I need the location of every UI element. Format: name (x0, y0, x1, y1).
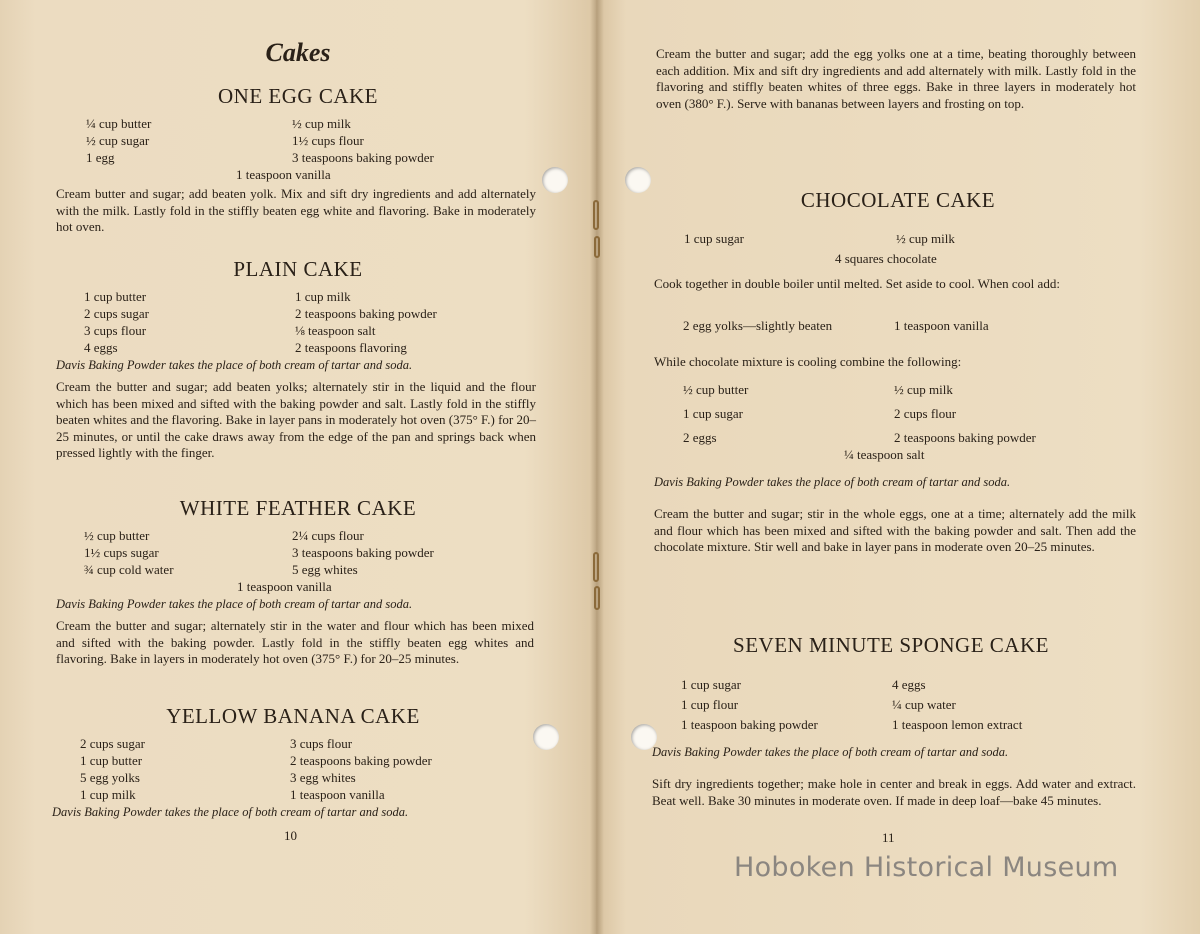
ingredients-col2 (292, 527, 434, 578)
ingredient: 4 eggs (84, 340, 118, 355)
ingredients-col2 (892, 675, 1022, 735)
ingredient: 4 eggs (892, 677, 926, 692)
ingredients-col1 (681, 675, 818, 735)
ingredient: 3 cups flour (84, 323, 147, 338)
ingredient: 2 eggs (683, 430, 717, 445)
ingredient: 3 cups flour (290, 736, 353, 751)
ingredient: 1 cup butter (84, 289, 147, 304)
punch-hole (631, 724, 657, 750)
recipe-method: Cream the butter and sugar; stir in the whole eggs, one at a time; alternately add the milk and flour which has been mixed and sifted with the baking powder and salt. Then add the chocolate mixture. Stir well and bake in layer pans in moderate oven 20–25 minutes. (654, 506, 1136, 555)
ingredient: 1 teaspoon lemon extract (892, 717, 1023, 732)
banana-cake-method-continued: Cream the butter and sugar; add the egg yolks one at a time, beating thoroughly between each addition. Mix and sift dry ingredients and add alternately with milk. Lastly fold in the flavoring and stiffly beaten whites of three eggs. Bake in three layers in moderately hot oven (380° F.). Serve with bananas between layers and frosting on top. (656, 46, 1136, 111)
binding-stitch (594, 236, 600, 258)
ingredients-col2 (290, 735, 432, 803)
ingredient: 1 cup milk (80, 787, 136, 802)
binding-stitch (593, 552, 599, 582)
ingredient: 2 teaspoons flavoring (295, 340, 407, 355)
ingredient-center: 1 teaspoon vanilla (237, 579, 332, 594)
ingredient: ¾ cup cold water (84, 562, 174, 577)
ingredient: ½ cup sugar (86, 133, 150, 148)
ingredient: 1 cup sugar (684, 231, 744, 246)
page-number: 11 (882, 830, 895, 845)
ingredient: 1 cup sugar (681, 677, 741, 692)
ingredient: ½ cup butter (683, 382, 749, 397)
recipe-method: Sift dry ingredients together; make hole in center and break in eggs. Add water and extract. Beat well. Bake 30 minutes in moderate oven. If made in deep loaf—bake 45 minutes. (652, 776, 1136, 808)
ingredient: 1 teaspoon vanilla (290, 787, 385, 802)
punch-hole (625, 167, 651, 193)
museum-watermark: Hoboken Historical Museum (734, 852, 1119, 883)
ingredient: ¼ cup water (892, 697, 956, 712)
ingredient: 1 cup flour (681, 697, 739, 712)
baking-powder-note: Davis Baking Powder takes the place of both cream of tartar and soda. (56, 597, 413, 611)
baking-powder-note: Davis Baking Powder takes the place of both cream of tartar and soda. (652, 745, 1009, 759)
ingredients-col1 (86, 115, 151, 166)
recipe-title-chocolate-cake: CHOCOLATE CAKE (800, 188, 996, 212)
recipe-title-yellow-banana-cake: YELLOW BANANA CAKE (166, 704, 420, 728)
recipe-text: Cook together in double boiler until melted. Set aside to cool. When cool add: (654, 276, 1060, 291)
ingredients-col2 (295, 288, 437, 356)
ingredient: 2 teaspoons baking powder (290, 753, 432, 768)
punch-hole (542, 167, 568, 193)
ingredients-col1 (84, 288, 149, 356)
ingredient: 1 teaspoon baking powder (681, 717, 818, 732)
ingredient: 2 egg yolks—slightly beaten (683, 318, 833, 333)
punch-hole (533, 724, 559, 750)
recipe-method: Cream butter and sugar; add beaten yolk. Mix and sift dry ingredients and add alternately with the milk. Lastly fold in the stiffly beaten egg white and flavoring. Bake in moderately hot oven. (56, 186, 536, 235)
ingredients-col1 (80, 735, 145, 803)
ingredient: ½ cup butter (84, 528, 150, 543)
ingredient: 5 egg whites (292, 562, 358, 577)
baking-powder-note: Davis Baking Powder takes the place of both cream of tartar and soda. (52, 805, 409, 819)
ingredient: 2 teaspoons baking powder (295, 306, 437, 321)
ingredient: ¼ cup butter (86, 116, 152, 131)
ingredient-center: ¼ teaspoon salt (844, 447, 925, 462)
ingredient: 1½ cups sugar (84, 545, 159, 560)
ingredient: 2 cups sugar (80, 736, 145, 751)
recipe-title-one-egg-cake: ONE EGG CAKE (218, 84, 378, 108)
recipe-title-plain-cake: PLAIN CAKE (233, 257, 363, 281)
recipe-method: Cream the butter and sugar; add beaten yolks; alternately stir in the liquid and the flour which has been mixed and sifted with the baking powder and salt. Lastly fold in the stiffly beaten whites and the flavoring. Bake in layer pans in moderately hot oven (375° F.) for 20–25 minutes, or until the cake draws away from the edge of the pan and springs back when pressed lightly with the finger. (56, 379, 536, 461)
binding-stitch (593, 200, 599, 230)
section-title: Cakes (265, 38, 331, 67)
recipe-title-seven-minute-sponge-cake: SEVEN MINUTE SPONGE CAKE (733, 633, 1049, 657)
ingredient: 1 teaspoon vanilla (894, 318, 989, 333)
binding-gutter (590, 0, 604, 934)
ingredient: 1 cup sugar (683, 406, 743, 421)
ingredient: 2¼ cups flour (292, 528, 364, 543)
recipe-title-white-feather-cake: WHITE FEATHER CAKE (179, 496, 417, 520)
ingredient: 3 egg whites (290, 770, 356, 785)
ingredients-col2 (894, 378, 1036, 450)
baking-powder-note: Davis Baking Powder takes the place of both cream of tartar and soda. (56, 358, 413, 372)
recipe-method: Cream the butter and sugar; alternately stir in the water and flour which has been mixed and sifted with the baking powder. Lastly fold in the stiffly beaten egg whites and flavoring. Bake in layers in moderately hot oven (375° F.) for 20–25 minutes. (56, 618, 534, 667)
ingredient: 1 cup milk (295, 289, 351, 304)
left-page (0, 0, 596, 934)
page-number: 10 (284, 828, 297, 843)
ingredients-col1 (683, 378, 748, 450)
binding-stitch (594, 586, 600, 610)
ingredient-center: 4 squares chocolate (835, 251, 937, 266)
recipe-text: While chocolate mixture is cooling combine the following: (654, 354, 962, 369)
ingredient: ½ cup milk (896, 231, 955, 246)
ingredient: 2 cups sugar (84, 306, 149, 321)
ingredient: 3 teaspoons baking powder (292, 545, 434, 560)
ingredient: 2 teaspoons baking powder (894, 430, 1036, 445)
ingredient: 3 teaspoons baking powder (292, 150, 434, 165)
ingredient: ⅛ teaspoon salt (295, 323, 376, 338)
ingredient: 1 egg (86, 150, 115, 165)
baking-powder-note: Davis Baking Powder takes the place of both cream of tartar and soda. (654, 475, 1011, 489)
right-page (596, 0, 1200, 934)
ingredient: ½ cup milk (292, 116, 351, 131)
ingredient: 5 egg yolks (80, 770, 140, 785)
ingredients-col2 (292, 115, 434, 166)
ingredients-col1 (84, 527, 174, 578)
ingredient: 1½ cups flour (292, 133, 364, 148)
ingredient: 1 cup butter (80, 753, 143, 768)
ingredient-center: 1 teaspoon vanilla (236, 167, 331, 182)
ingredient: 2 cups flour (894, 406, 957, 421)
ingredient: ½ cup milk (894, 382, 953, 397)
